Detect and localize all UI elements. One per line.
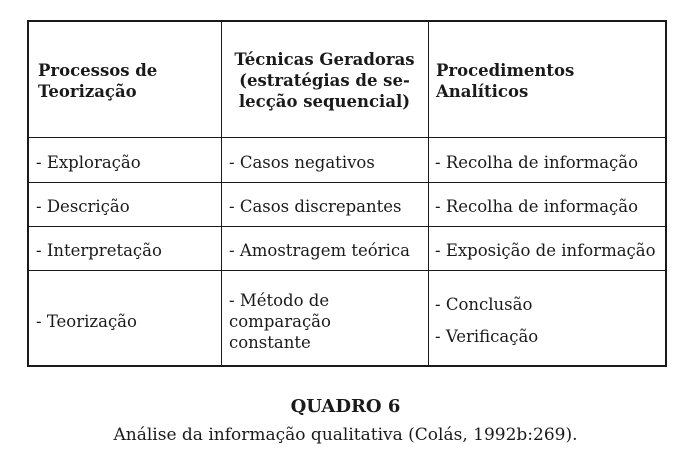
table-cell: - Amostragem teórica [229,241,410,260]
table-cell: - Descrição [36,197,130,216]
header-procedimentos: Procedimentos Analíticos [436,61,575,101]
row-divider [29,270,665,271]
row-divider [29,182,665,183]
table-cell: - Interpretação [36,241,162,260]
caption-title: QUADRO 6 [290,396,401,417]
table-cell: - Recolha de informação [435,197,639,216]
column-divider [428,22,429,365]
table-cell: - Exploração [36,153,141,172]
table-cell: - Exposição de informação [435,241,656,260]
header-processos: Processos de Teorização [38,61,158,101]
caption-subtitle: Análise da informação qualitativa (Colás, 1992b:269). [113,425,578,445]
table-cell: - Recolha de informação [435,153,639,172]
row-divider [29,226,665,227]
table-cell: - Método de comparação constante [229,291,331,352]
table-cell: - Casos negativos [229,153,375,172]
header-tecnicas: Técnicas Geradoras (estratégias de se- lecção sequencial) [234,50,415,111]
table-cell: - Casos discrepantes [229,197,402,216]
table-cell: - Teorização [36,312,137,331]
analysis-table [27,20,667,367]
table-cell: - Conclusão - Verificação [435,295,539,346]
row-divider [29,137,665,138]
